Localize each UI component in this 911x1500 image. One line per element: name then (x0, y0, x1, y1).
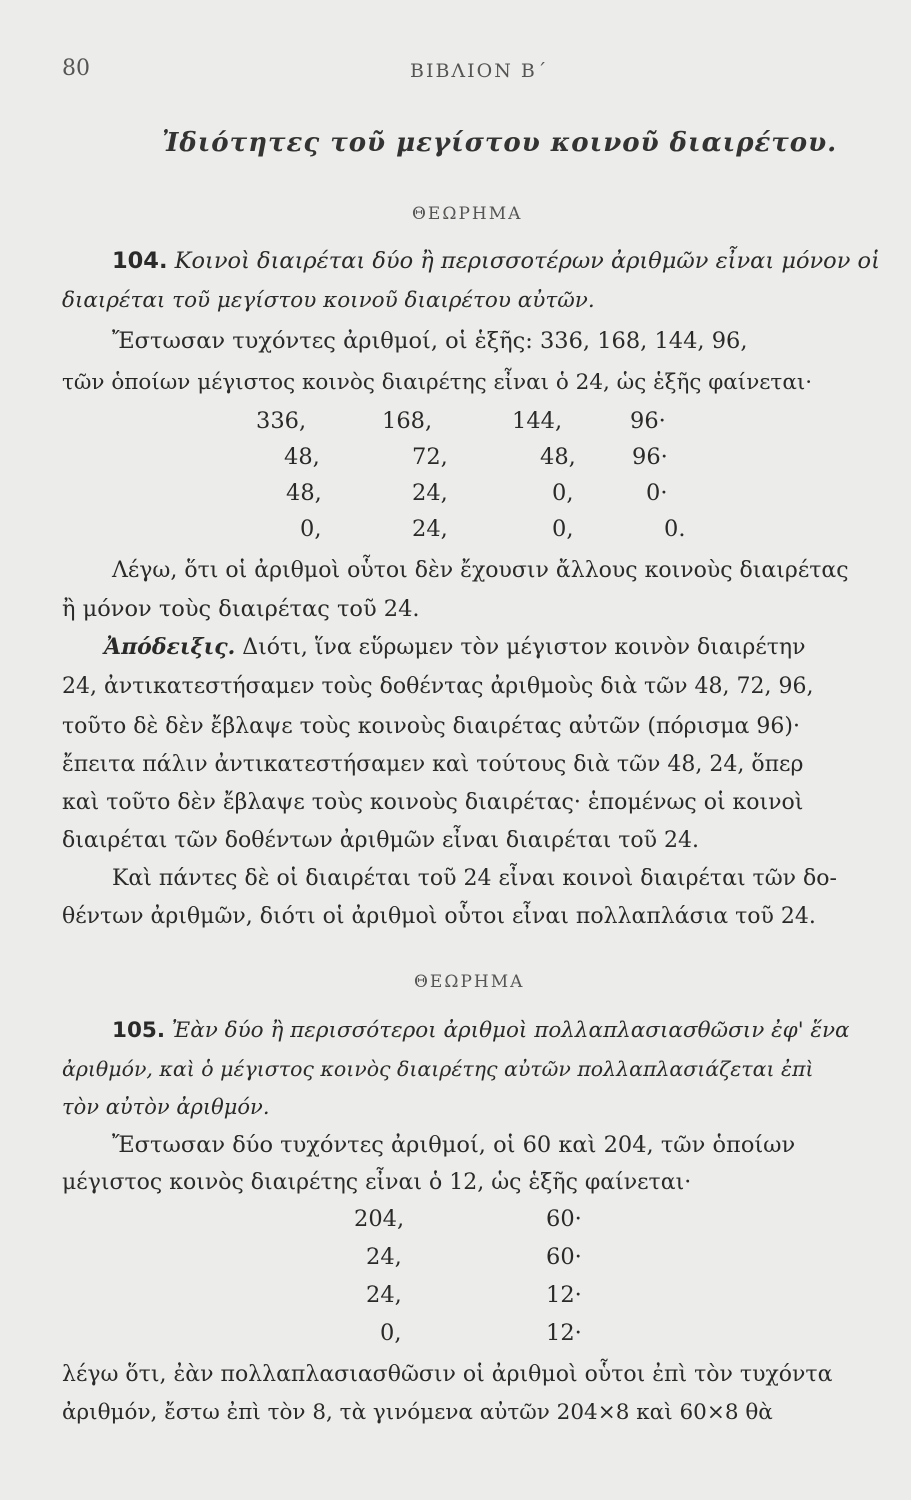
running-title: ΒΙΒΛΙΟΝ Β΄ (410, 60, 549, 82)
paragraph-line: μέγιστος κοινὸς διαιρέτης εἶναι ὁ 12, ὡς ἑξῆς φαίνεται· (62, 1170, 692, 1195)
paragraph-line: Λέγω, ὅτι οἱ ἀριθμοὶ οὗτοι δὲν ἔχουσιν ἄλλους κοινοὺς διαιρέτας (112, 558, 849, 583)
table-cell: 336, (256, 408, 307, 434)
table-cell: 24, (366, 1244, 402, 1270)
proof-line: τοῦτο δὲ δὲν ἔβλαψε τοὺς κοινοὺς διαιρέτας αὐτῶν (πόρισμα 96)· (62, 714, 800, 739)
section-title: Ἰδιότητες τοῦ μεγίστου κοινοῦ διαιρέτου. (162, 128, 838, 158)
proof-line: διαιρέται τῶν δοθέντων ἀριθμῶν εἶναι διαιρέται τοῦ 24. (62, 828, 700, 853)
theorem-statement-text: Κοινοὶ διαιρέται δύο ἢ περισσοτέρων ἀριθμῶν εἶναι μόνον οἱ (174, 248, 880, 274)
table-cell: 24, (412, 480, 448, 506)
table-cell: 48, (284, 444, 320, 470)
table-cell: 60· (546, 1244, 582, 1270)
table-cell: 12· (546, 1282, 582, 1308)
table-cell: 24, (412, 516, 448, 542)
table-cell: 96· (632, 444, 668, 470)
theorem-statement-line (62, 1016, 850, 1046)
theorem-heading: ΘΕΩΡΗΜΑ (412, 204, 523, 224)
paragraph-line: Ἔστωσαν τυχόντες ἀριθμοί, οἱ ἑξῆς: 336, 168, 144, 96, (112, 328, 748, 354)
table-cell: 24, (366, 1282, 402, 1308)
table-cell: 204, (354, 1206, 405, 1232)
table-cell: 12· (546, 1320, 582, 1346)
table-cell: 72, (412, 444, 448, 470)
paragraph-line: Ἔστωσαν δύο τυχόντες ἀριθμοί, οἱ 60 καὶ 204, τῶν ὁποίων (112, 1132, 796, 1158)
table-cell: 48, (286, 480, 322, 506)
theorem-statement-line: διαιρέται τοῦ μεγίστου κοινοῦ διαιρέτου αὐτῶν. (62, 288, 595, 313)
proof-text: Διότι, ἵνα εὕρωμεν τὸν μέγιστον κοινὸν διαιρέτην (242, 635, 806, 660)
page-number: 80 (62, 56, 90, 81)
table-cell: 0. (664, 516, 686, 542)
table-cell: 168, (382, 408, 433, 434)
paragraph-line: τῶν ὁποίων μέγιστος κοινὸς διαιρέτης εἶναι ὁ 24, ὡς ἑξῆς φαίνεται· (62, 370, 813, 395)
paragraph-line: θέντων ἀριθμῶν, διότι οἱ ἀριθμοὶ οὗτοι εἶναι πολλαπλάσια τοῦ 24. (62, 904, 816, 929)
table-cell: 96· (630, 408, 666, 434)
table-cell: 0, (552, 480, 574, 506)
proof-line: 24, ἀντικατεστήσαμεν τοὺς δοθέντας ἀριθμοὺς διὰ τῶν 48, 72, 96, (62, 674, 814, 699)
theorem-statement-line (62, 246, 880, 276)
theorem-statement-text: Ἐὰν δύο ἢ περισσότεροι ἀριθμοὶ πολλαπλασιασθῶσιν ἐφ' ἕνα (171, 1018, 850, 1043)
table-cell: 0, (552, 516, 574, 542)
table-cell: 48, (540, 444, 576, 470)
proof-line (104, 632, 805, 663)
theorem-number: 104. (112, 248, 168, 274)
table-cell: 0, (300, 516, 322, 542)
theorem-statement-line: τὸν αὐτὸν ἀριθμόν. (62, 1095, 270, 1119)
paragraph-line: ἢ μόνον τοὺς διαιρέτας τοῦ 24. (62, 596, 420, 622)
theorem-statement-line: ἀριθμόν, καὶ ὁ μέγιστος κοινὸς διαιρέτης αὐτῶν πολλαπλασιάζεται ἐπὶ (62, 1057, 814, 1081)
table-cell: 0, (380, 1320, 402, 1346)
theorem-heading: ΘΕΩΡΗΜΑ (414, 972, 525, 992)
paragraph-line: Καὶ πάντες δὲ οἱ διαιρέται τοῦ 24 εἶναι κοινοὶ διαιρέται τῶν δο- (112, 866, 837, 891)
proof-line: ἔπειτα πάλιν ἀντικατεστήσαμεν καὶ τούτους διὰ τῶν 48, 24, ὅπερ (62, 752, 804, 777)
table-cell: 144, (512, 408, 563, 434)
paragraph-line: ἀριθμόν, ἔστω ἐπὶ τὸν 8, τὰ γινόμενα αὐτῶν 204×8 καὶ 60×8 θὰ (62, 1400, 773, 1425)
paragraph-line: λέγω ὅτι, ἐὰν πολλαπλασιασθῶσιν οἱ ἀριθμοὶ οὗτοι ἐπὶ τὸν τυχόντα (62, 1362, 833, 1387)
proof-label: Ἀπόδειξις. (104, 634, 236, 660)
table-cell: 60· (546, 1206, 582, 1232)
table-cell: 0· (646, 480, 668, 506)
theorem-number: 105. (112, 1018, 166, 1043)
proof-line: καὶ τοῦτο δὲν ἔβλαψε τοὺς κοινοὺς διαιρέτας· ἑπομένως οἱ κοινοὶ (62, 790, 804, 815)
